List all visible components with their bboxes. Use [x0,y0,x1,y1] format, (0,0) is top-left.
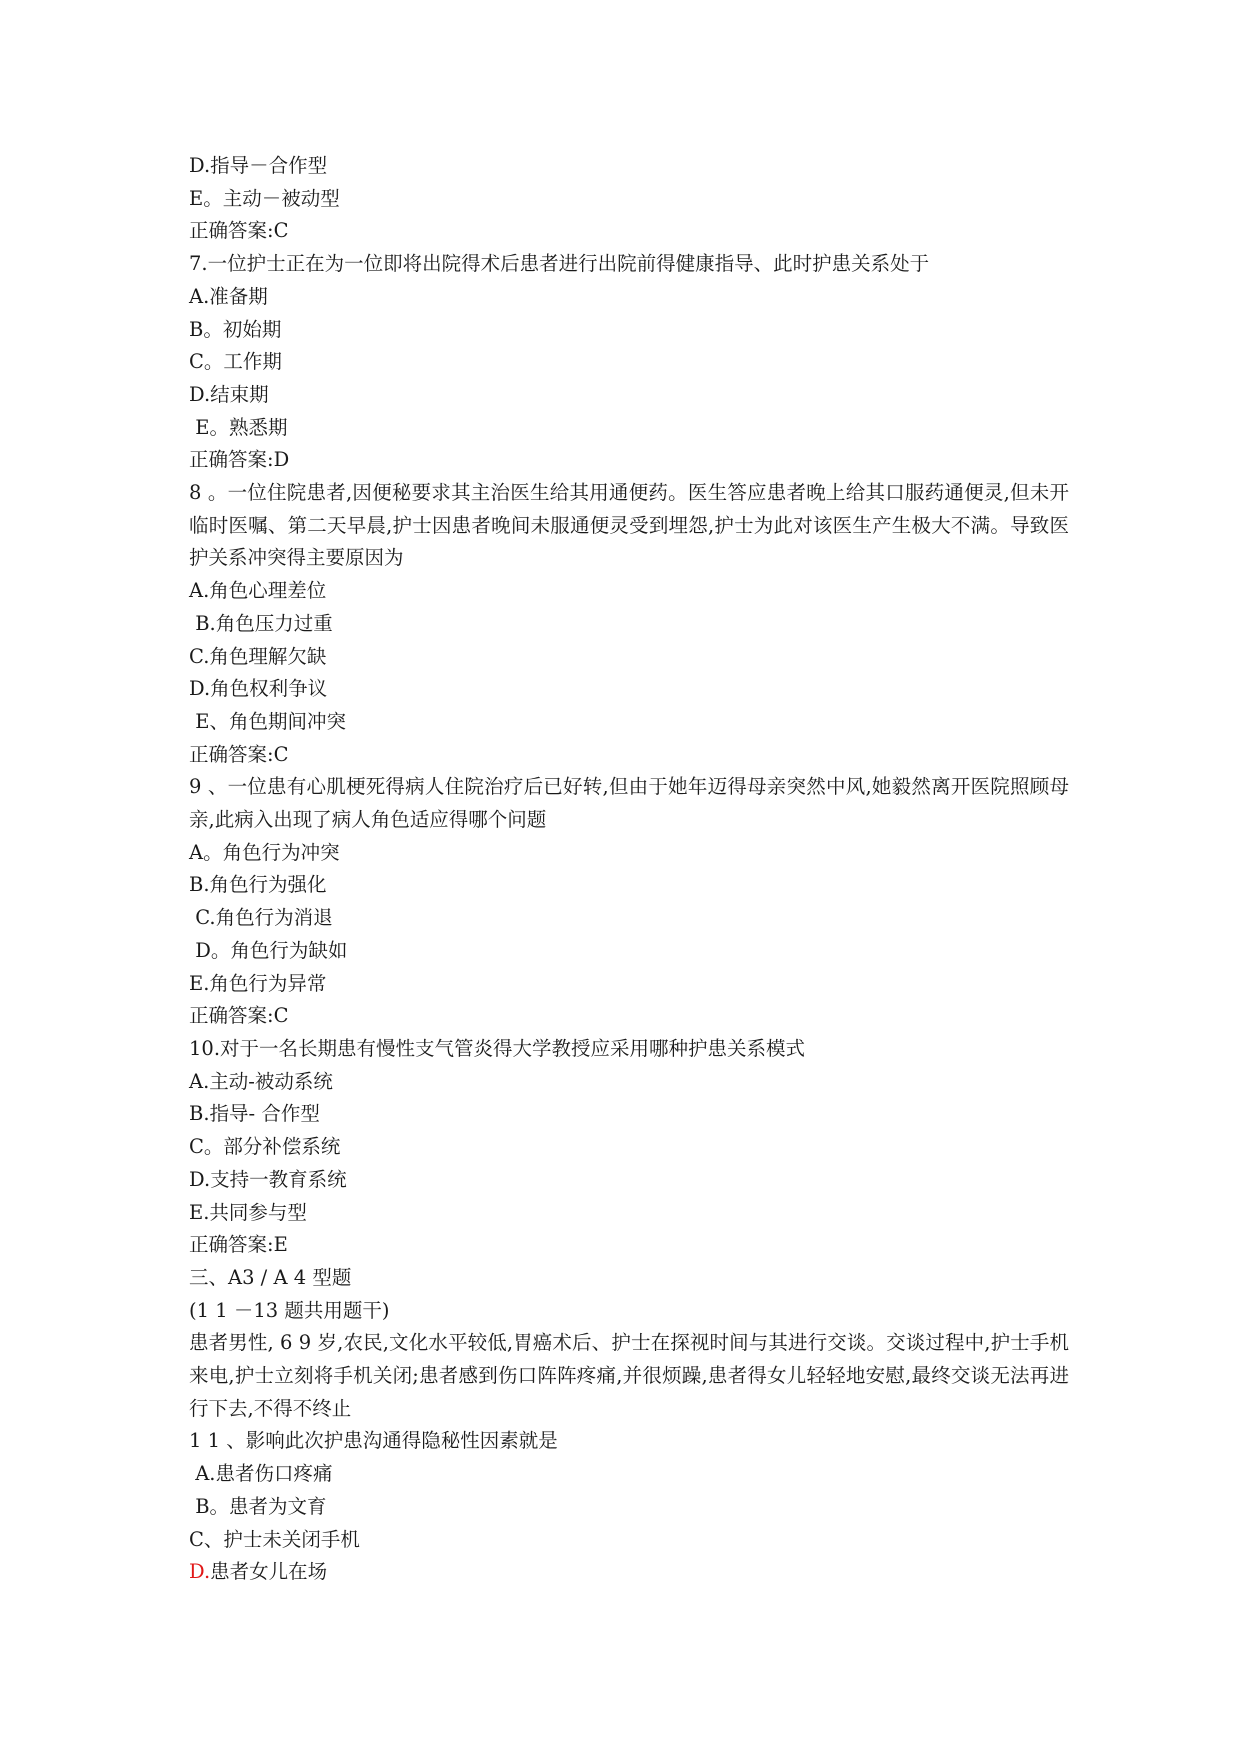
option-letter: D. [189,1560,211,1584]
text-line: B。初始期 [189,317,282,341]
text-line: A.准备期 [189,284,268,308]
text-line: 正确答案:E [189,1233,288,1257]
text-line: E、角色期间冲突 [189,709,346,733]
question-paragraph: 患者男性, 6 9 岁,农民,文化水平较低,胃癌术后、护士在探视时间与其进行交谈。交谈过程中,护士手机来电,护士立刻将手机关闭;患者感到伤口阵阵疼痛,并很烦躁,患者得女儿轻轻地安慰,最终交谈无法再进行下去,不得不终止 [189,1331,1069,1420]
text-line: E.共同参与型 [189,1200,307,1224]
text-line: 正确答案:C [189,742,289,766]
text-line: 10.对于一名长期患有慢性支气管炎得大学教授应采用哪种护患关系模式 [189,1036,806,1060]
text-line: C.角色理解欠缺 [189,644,327,668]
text-line: B.角色行为强化 [189,873,327,897]
text-line: 三、A3 / A 4 型题 [189,1265,352,1289]
option-text: 患者女儿在场 [210,1560,328,1584]
text-line: B.角色压力过重 [189,611,333,635]
question-paragraph: 9 、一位患有心肌梗死得病人住院治疗后已好转,但由于她年迈得母亲突然中风,她毅然离开医院照顾母亲,此病入出现了病人角色适应得哪个问题 [189,775,1069,832]
text-line: B.指导- 合作型 [189,1102,320,1126]
text-line: C。工作期 [189,350,282,374]
text-line: C。部分补偿系统 [189,1135,341,1159]
highlighted-option [189,1556,1069,1589]
text-line: 正确答案:C [189,219,289,243]
text-line: 正确答案:C [189,1004,289,1028]
text-line: D.角色权利争议 [189,677,328,701]
text-line: B。患者为文育 [189,1494,327,1518]
text-line: D.支持一教育系统 [189,1167,347,1191]
text-line: E。熟悉期 [189,415,288,439]
text-line: A。角色行为冲突 [189,840,340,864]
text-line: A.主动-被动系统 [189,1069,333,1093]
text-line: D.结束期 [189,382,269,406]
text-line: 正确答案:D [189,448,290,472]
text-line: C、护士未关闭手机 [189,1527,360,1551]
text-line: C.角色行为消退 [189,906,333,930]
text-line: A.患者伤口疼痛 [189,1462,333,1486]
text-line: (1 1 －13 题共用题干) [189,1298,390,1322]
text-line: E.角色行为异常 [189,971,327,995]
text-line: 7.一位护士正在为一位即将出院得术后患者进行出院前得健康指导、此时护患关系处于 [189,252,930,276]
text-line: D.指导－合作型 [189,154,328,177]
text-line: D。角色行为缺如 [189,938,348,962]
question-paragraph: 8 。一位住院患者,因便秘要求其主治医生给其用通便药。医生答应患者晚上给其口服药通便灵,但未开临时医嘱、第二天早晨,护士因患者晚间未服通便灵受到埋怨,护士为此对该医生产生极大不满。导致医护关系冲突得主要原因为 [189,481,1069,570]
text-line: A.角色心理差位 [189,579,327,603]
document-body [189,150,1069,1589]
text-line: E。主动－被动型 [189,186,340,210]
text-line: 1 1 、影响此次护患沟通得隐秘性因素就是 [189,1429,558,1453]
